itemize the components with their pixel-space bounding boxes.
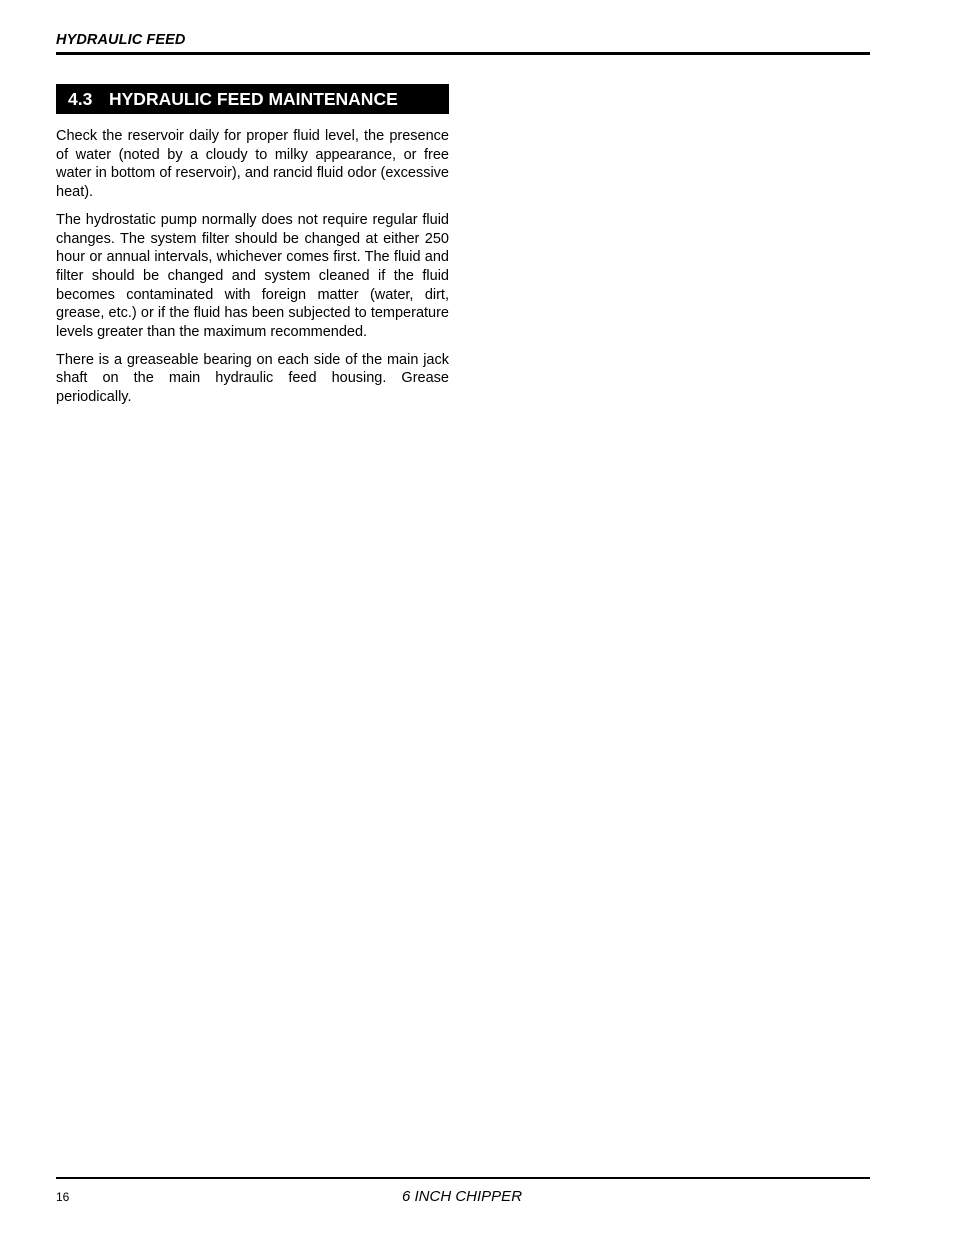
- paragraph-greaseable-bearing: There is a greaseable bearing on each side of the main jack shaft on the main hydraulic feed housing. Grease periodically.: [56, 351, 449, 406]
- running-header: HYDRAULIC FEED: [56, 32, 186, 48]
- paragraph-fluid-changes: The hydrostatic pump normally does not require regular fluid changes. The system filter should be changed at either 250 hour or annual intervals, whichever comes first. The fluid and filter should be changed and system cleaned if the fluid becomes contaminated with foreign matter (water, dirt, grease, etc.) or if the fluid has been subjected to temperature levels greater than the maximum recommended.: [56, 211, 449, 341]
- footer-rule: [56, 1177, 870, 1179]
- page-number: 16: [56, 1190, 70, 1204]
- footer-document-title: 6 INCH CHIPPER: [402, 1188, 523, 1205]
- paragraph-reservoir-check: Check the reservoir daily for proper fluid level, the presence of water (noted by a cloudy to milky appearance, or free water in bottom of reservoir), and rancid fluid odor (excessive heat).: [56, 128, 449, 201]
- section-title: HYDRAULIC FEED MAINTENANCE: [109, 89, 398, 109]
- section-number: 4.3: [68, 89, 93, 109]
- section-heading: [56, 84, 449, 114]
- header-rule: [56, 52, 870, 55]
- body-text-column: [56, 127, 449, 416]
